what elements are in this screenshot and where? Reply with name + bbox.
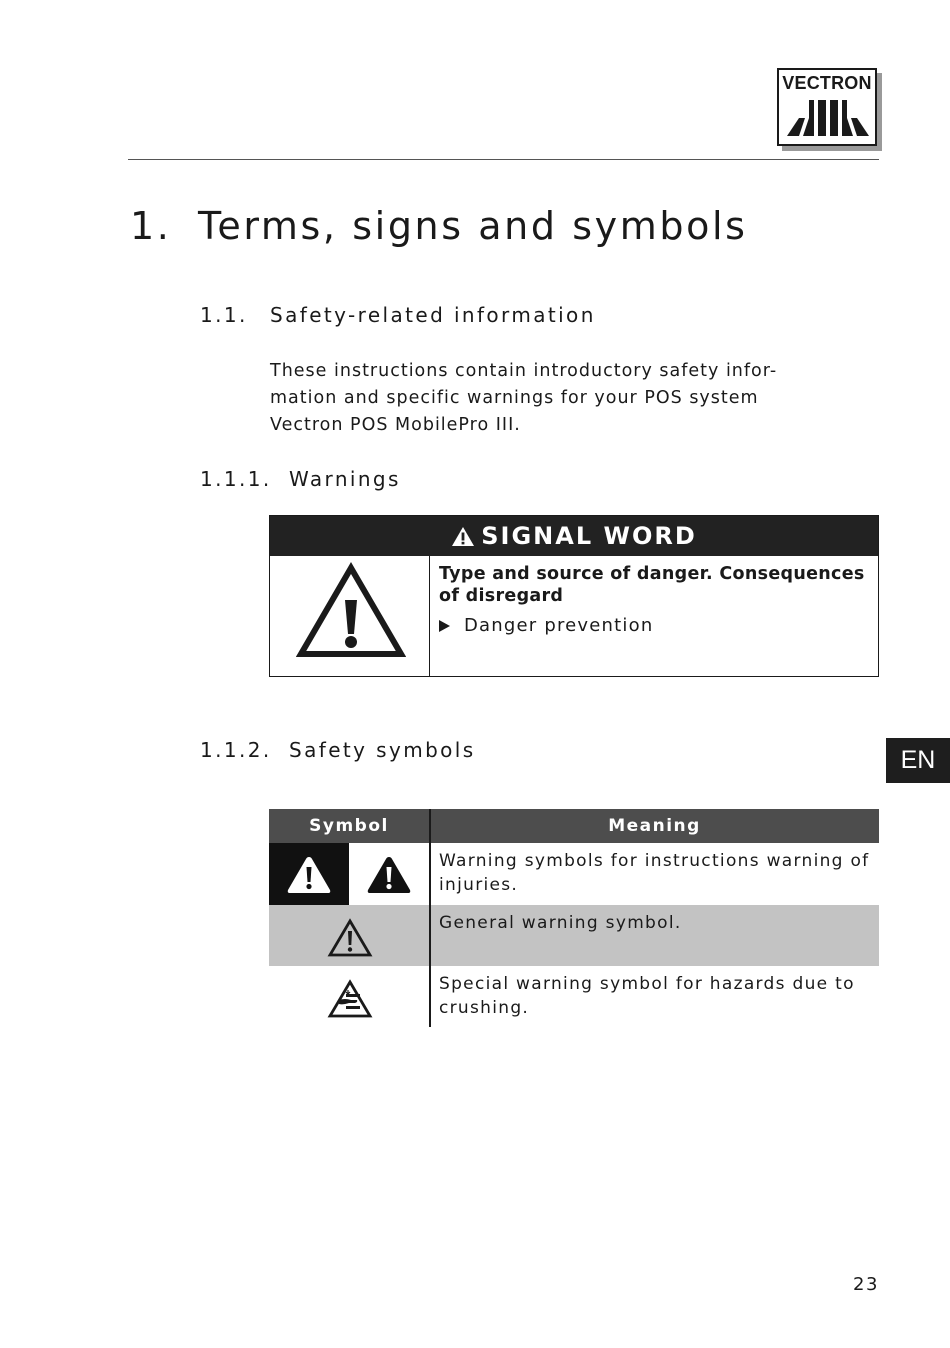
table-row [269, 843, 879, 905]
signal-word-header [270, 516, 878, 556]
table-row [269, 905, 879, 966]
section-title: Safety-related information [270, 303, 596, 327]
symbol-cell [269, 905, 429, 966]
meaning-line: Special warning symbol for hazards due to [439, 974, 855, 994]
meaning-line: Warning symbols for instructions warning of [439, 851, 870, 871]
intro-paragraph [270, 358, 830, 439]
intro-line: Vectron POS MobilePro III. [270, 415, 521, 435]
black-background-cell [269, 843, 349, 905]
chapter-title: Terms, signs and symbols [198, 204, 748, 248]
warning-symbol-cell [270, 556, 430, 676]
meaning-line: injuries. [439, 875, 519, 895]
danger-title [439, 563, 869, 607]
header-rule [128, 159, 879, 160]
table-header [269, 809, 879, 843]
meaning-cell [439, 849, 874, 897]
meaning-line: crushing. [439, 998, 530, 1018]
section-number: 1.1. [200, 303, 248, 327]
section-heading-1-1-1 [200, 467, 401, 491]
danger-prevention-text: Danger prevention [464, 615, 654, 636]
meaning-line: General warning symbol. [439, 913, 682, 933]
chapter-heading [130, 204, 748, 248]
logo-text: VECTRON [782, 73, 872, 93]
danger-title-line: Type and source of danger. Consequences [439, 564, 865, 584]
danger-prevention-item [439, 615, 869, 636]
table-row [269, 966, 879, 1027]
section-title: Safety symbols [289, 738, 476, 762]
column-divider [429, 809, 431, 1027]
general-warning-icon [327, 918, 373, 958]
section-heading-1-1-2 [200, 738, 476, 762]
white-warning-triangle-icon [286, 855, 332, 895]
language-tab: EN [886, 738, 950, 783]
meaning-cell [439, 911, 874, 935]
meaning-cell [439, 972, 874, 1020]
safety-symbols-table [269, 809, 879, 1027]
chapter-number: 1. [130, 204, 172, 248]
section-number: 1.1.2. [200, 738, 272, 762]
danger-title-line: of disregard [439, 586, 564, 606]
section-number: 1.1.1. [200, 467, 272, 491]
warning-text-cell [439, 563, 869, 636]
crushing-hazard-icon [327, 979, 373, 1019]
intro-line: mation and specific warnings for your POS system [270, 388, 759, 408]
section-title: Warnings [289, 467, 401, 491]
section-heading-1-1 [200, 303, 596, 327]
column-header-meaning: Meaning [608, 816, 701, 836]
vectron-bars-icon [785, 96, 871, 138]
black-warning-triangle-icon [366, 855, 412, 895]
page-number: 23 [853, 1274, 879, 1295]
warning-box [269, 515, 879, 677]
signal-word: SIGNAL WORD [481, 522, 697, 550]
bullet-arrow-icon [439, 620, 450, 632]
vectron-logo [777, 68, 877, 146]
small-warning-icon [451, 526, 475, 547]
symbol-cell [269, 966, 429, 1027]
column-header-symbol: Symbol [309, 816, 389, 836]
intro-line: These instructions contain introductory safety infor- [270, 361, 778, 381]
symbol-cell [269, 843, 429, 905]
warning-triangle-icon [296, 562, 406, 660]
